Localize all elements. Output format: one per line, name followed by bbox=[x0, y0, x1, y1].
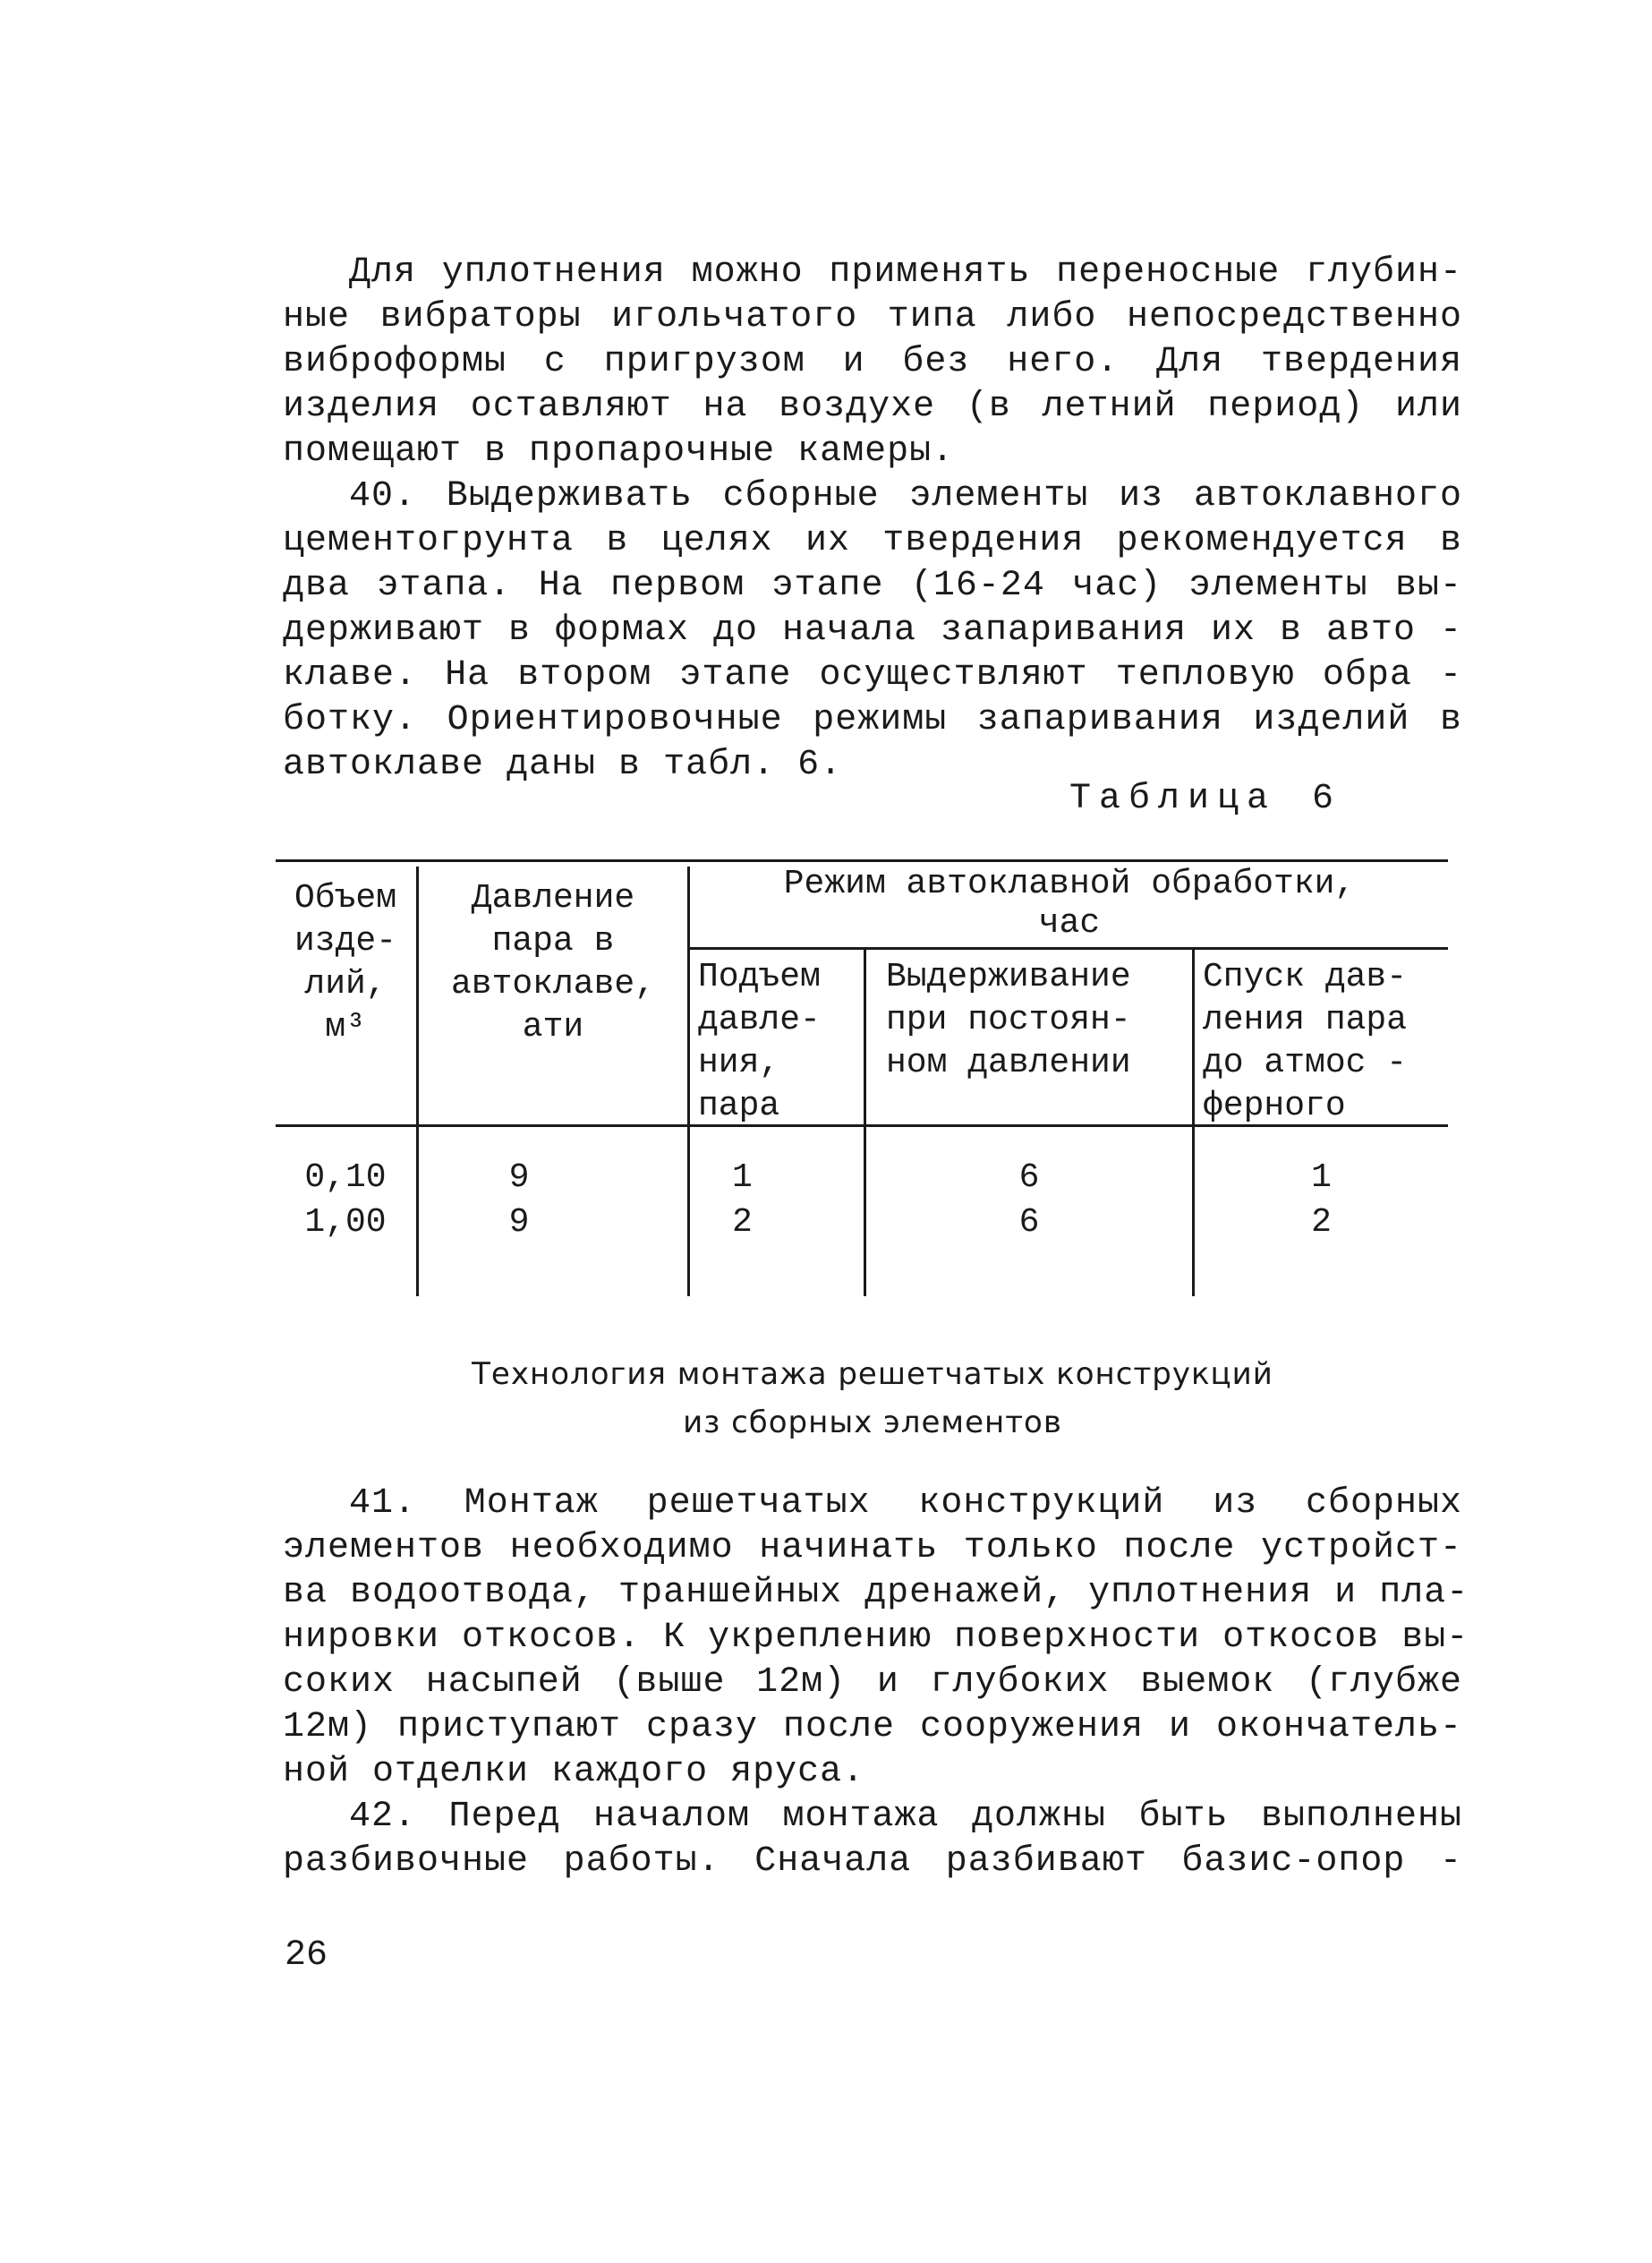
text-line: помещают в пропарочные камеры. bbox=[283, 431, 955, 472]
text-line: изделия оставляют на воздухе (в летний период) или bbox=[283, 387, 1462, 427]
table-cell-rise: 1 bbox=[732, 1158, 753, 1197]
text-line: два этапа. На первом этапе (16-24 час) элементы вы- bbox=[283, 566, 1462, 606]
table-cell-rise: 2 bbox=[732, 1203, 753, 1242]
text-line: 41. Монтаж решетчатых конструкций из сборных bbox=[349, 1483, 1462, 1524]
table-header-mode-group: Режим автоклавной обработки, час bbox=[783, 865, 1356, 943]
text-line: 12м) приступают сразу после сооружения и окончатель- bbox=[283, 1707, 1462, 1747]
table-group-rule bbox=[687, 947, 1448, 950]
text-line: ной отделки каждого яруса. bbox=[283, 1752, 865, 1792]
table-cell-pressure: 9 bbox=[508, 1158, 530, 1197]
table-column-divider bbox=[687, 867, 690, 1296]
table-header-rise: Подъем давле- ния, пара bbox=[698, 958, 821, 1125]
table-header-release: Спуск дав- ления пара до атмос - ферного bbox=[1203, 958, 1408, 1125]
text-line: держивают в формах до начала запаривания их в авто - bbox=[283, 611, 1462, 651]
text-line: Для уплотнения можно применять переносные глубин- bbox=[349, 252, 1462, 293]
text-line: ные вибраторы игольчатого типа либо непосредственно bbox=[283, 297, 1462, 337]
table-caption-number: 6 bbox=[1312, 779, 1342, 819]
table-caption-label: Таблица bbox=[1069, 779, 1277, 819]
table-cell-release: 1 bbox=[1311, 1158, 1332, 1197]
text-line: разбивочные работы. Сначала разбивают базис-опор - bbox=[283, 1841, 1462, 1882]
table-column-divider bbox=[416, 867, 419, 1296]
section-heading: Технология монтажа решетчатых конструкций из сборных элементов bbox=[472, 1356, 1273, 1440]
table-top-rule bbox=[276, 859, 1448, 862]
table-header-pressure: Давление пара в автоклаве, ати bbox=[450, 879, 656, 1046]
text-line: ва водоотвода, траншейных дренажей, уплотнения и пла- bbox=[283, 1573, 1469, 1613]
text-line: автоклаве даны в табл. 6. bbox=[283, 745, 843, 785]
table-header-hold: Выдерживание при постоян- ном давлении bbox=[886, 958, 1131, 1082]
text-line: соких насыпей (выше 12м) и глубоких выемок (глубже bbox=[283, 1662, 1462, 1703]
table-caption bbox=[1069, 779, 1341, 819]
table-cell-hold: 6 bbox=[1018, 1203, 1040, 1242]
text-line: цементогрунта в целях их твердения рекомендуется в bbox=[283, 521, 1462, 561]
text-line: нировки откосов. К укреплению поверхности откосов вы- bbox=[283, 1618, 1469, 1658]
table-cell-volume: 1,00 bbox=[304, 1203, 387, 1242]
text-line: 40. Выдерживать сборные элементы из автоклавного bbox=[349, 476, 1462, 517]
text-line: 42. Перед началом монтажа должны быть выполнены bbox=[349, 1797, 1462, 1837]
table-cell-release: 2 bbox=[1311, 1203, 1332, 1242]
table-cell-volume: 0,10 bbox=[304, 1158, 387, 1197]
text-line: элементов необходимо начинать только после устройст- bbox=[283, 1528, 1462, 1568]
table-header-volume: Объем изде- лий, м³ bbox=[294, 879, 397, 1046]
page-number: 26 bbox=[285, 1935, 328, 1976]
text-line: виброформы с пригрузом и без него. Для твердения bbox=[283, 342, 1462, 382]
table-cell-hold: 6 bbox=[1018, 1158, 1040, 1197]
text-line: ботку. Ориентировочные режимы запаривания изделий в bbox=[283, 700, 1462, 740]
table-cell-pressure: 9 bbox=[508, 1203, 530, 1242]
text-line: клаве. На втором этапе осуществляют тепловую обра - bbox=[283, 655, 1462, 696]
